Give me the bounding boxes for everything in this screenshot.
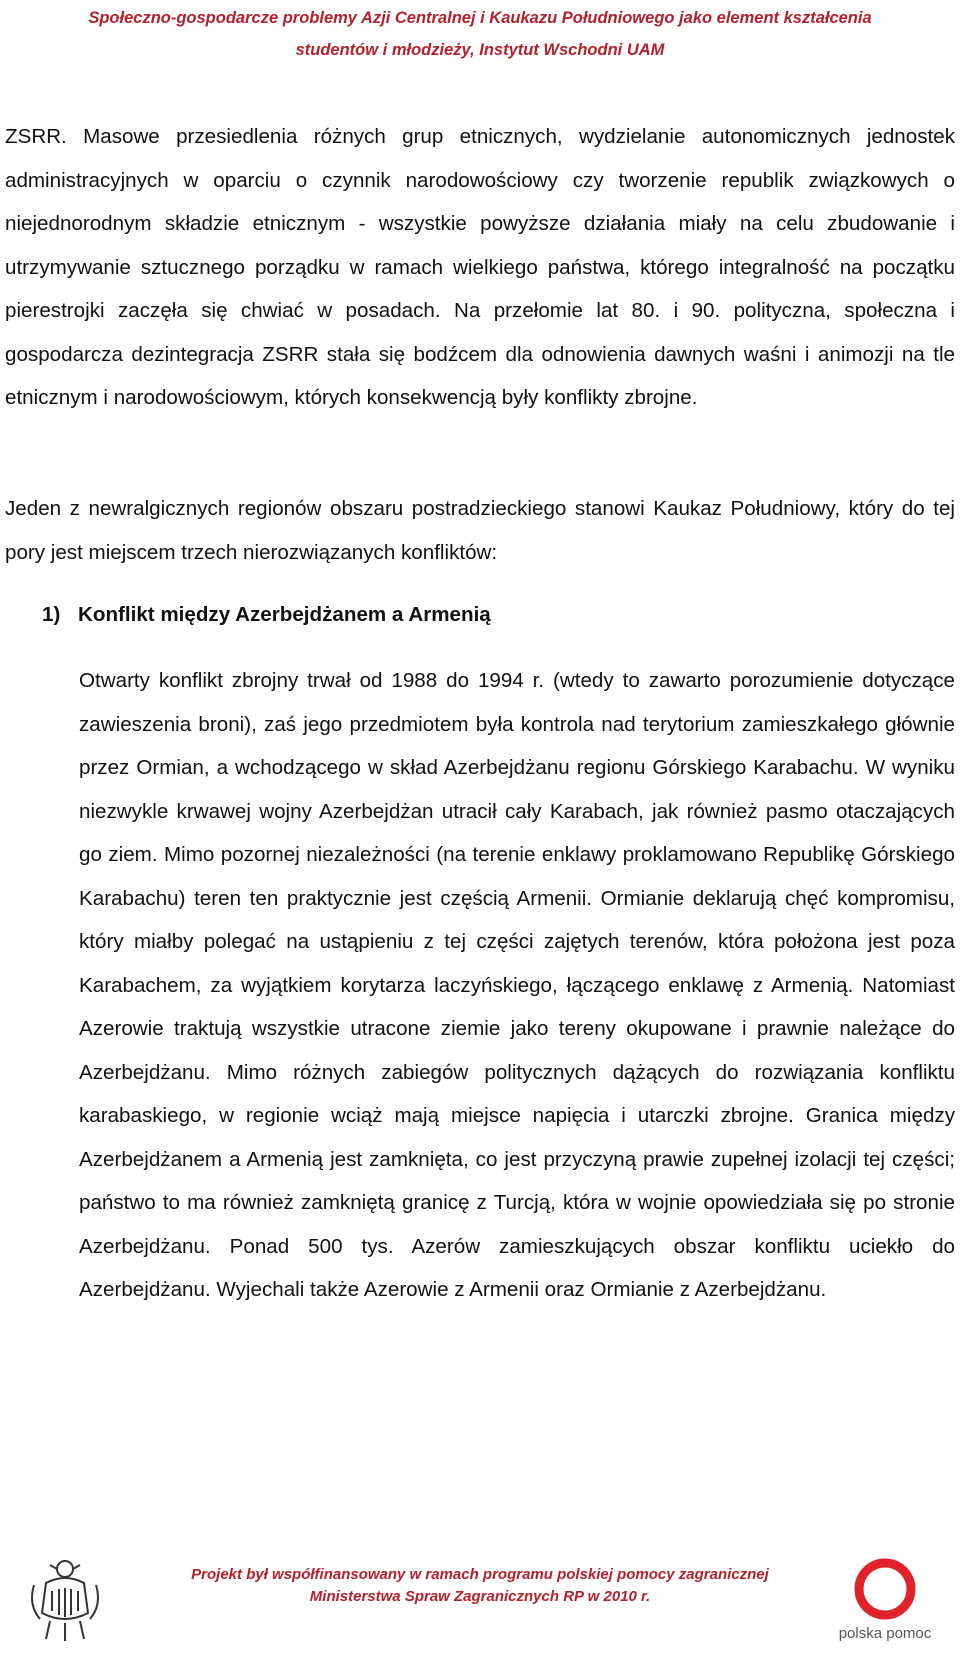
paragraph-intro: ZSRR. Masowe przesiedlenia różnych grup etnicznych, wydzielanie autonomicznych jednostek administracyjnych w oparciu o czynnik narodowościowy czy tworzenie republik związkowych o niejednorodnym składzie etnicznym - wszystkie powyższe działania miały na celu zbudowanie i utrzymywanie sztucznego porządku w ramach wielkiego państwa, którego integralność na początku pierestrojki zaczęła się chwiać w posadach. Na przełomie lat 80. i 90. polityczna, społeczna i gospodarcza dezintegracja ZSRR stała się bodźcem dla odnowienia dawnych waśni i animozji na tle etnicznym i narodowościowym, których konsekwencją były konflikty zbrojne. [5,125,955,409]
polska-pomoc-label: polska pomoc [838,1625,932,1642]
section-body: Otwarty konflikt zbrojny trwał od 1988 do 1994 r. (wtedy to zawarto porozumienie dotyczące zawieszenia broni), zaś jego przedmiotem była kontrola nad terytorium zamieszkałego głównie przez Ormian, a wchodzącego w skład Azerbejdżanu regionu Górskiego Karabachu. W wyniku niezwykle krwawej wojny Azerbejdżan utracił cały Karabach, jak również pasmo otaczających go ziem. Mimo pozornej niezależności (na terenie enklawy proklamowano Republikę Górskiego Karabachu) teren ten praktycznie jest częścią Armenii. Ormianie deklarują chęć kompromisu, który miałby polegać na ustąpieniu z tej części zajętych terenów, która położona jest poza Karabachem, za wyjątkiem korytarza laczyńskiego, łączącego enklawę z Armenią. Natomiast Azerowie traktują wszystkie utracone ziemie jako tereny okupowane i prawnie należące do Azerbejdżanu. Mimo różnych zabiegów politycznych dążących do rozwiązania konfliktu karabaskiego, w regionie wciąż mają miejsce napięcia i utarczki zbrojne. Granica między Azerbejdżanem a Armenią jest zamknięta, co jest przyczyną prawie zupełnej izolacji tej części; państwo to ma również zamkniętą granicę z Turcją, która w wojnie opowiedziała się po stronie Azerbejdżanu. Ponad 500 tys. Azerów zamieszkujących obszar konfliktu uciekło do Azerbejdżanu. Wyjechali także Azerowie z Armenii oraz Ormianie z Azerbejdżanu. [79,669,955,1301]
header-line-2: studentów i młodzieży, Instytut Wschodni UAM [295,41,665,59]
footer-line-2: Ministerstwa Spraw Zagranicznych RP w 2010 r. [309,1588,651,1605]
section-heading [42,595,491,635]
footer-line-1: Projekt był współfinansowany w ramach programu polskiej pomocy zagranicznej [191,1566,769,1583]
section-number: 1) [42,603,61,626]
paragraph-caucasus: Jeden z newralgicznych regionów obszaru postradzieckiego stanowi Kaukaz Południowy, który do tej pory jest miejscem trzech nierozwiązanych konfliktów: [5,497,955,564]
page-header [0,2,960,66]
polska-pomoc-logo-icon [830,1555,940,1647]
footer-funding-note [0,1564,960,1608]
header-line-1: Społeczno-gospodarcze problemy Azji Centralnej i Kaukazu Południowego jako element kształcenia [88,9,872,27]
section-title: Konflikt między Azerbejdżanem a Armenią [78,603,491,626]
